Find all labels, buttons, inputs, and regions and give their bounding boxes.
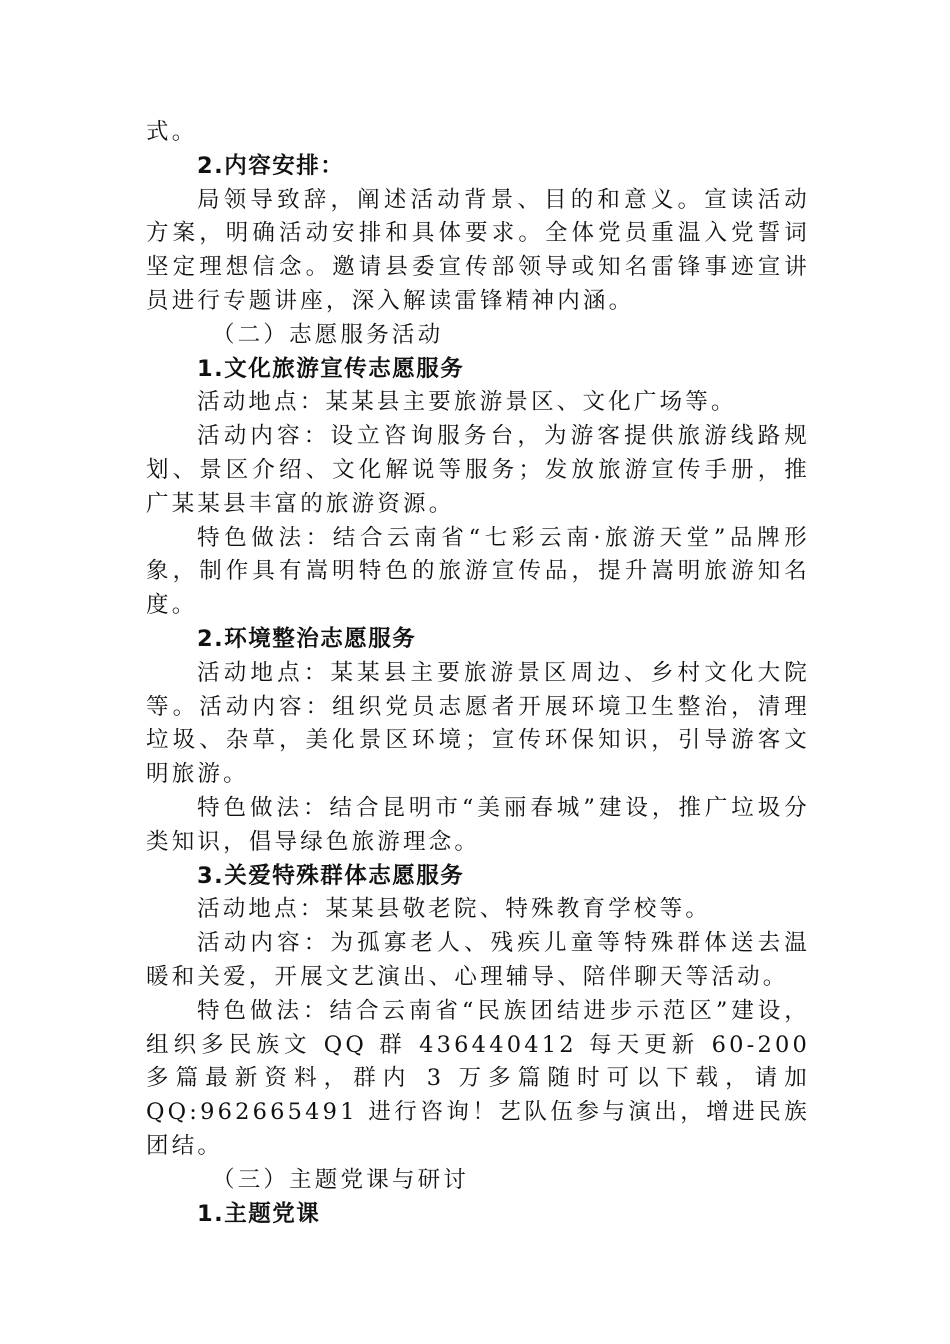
section-volunteer-service: （二）志愿服务活动 (212, 321, 444, 348)
heading-culture-tourism-service: 1.文化旅游宣传志愿服务 (197, 355, 465, 382)
heading-special-groups-service: 3.关爱特殊群体志愿服务 (197, 862, 465, 889)
paragraph-leader-speech: 局领导致辞，阐述活动背景、目的和意义。宣读活动方案，明确活动安排和具体要求。全体党员重温入党誓词坚定理想信念。邀请县委宣传部领导或知名雷锋事迹宣讲员进行专题讲座，深入解读雷锋精神内涵。 (146, 186, 810, 314)
heading-content-arrangement: 2.内容安排： (197, 152, 345, 179)
section-party-lecture: （三）主题党课与研讨 (212, 1166, 470, 1193)
paragraph-feature-3: 特色做法：结合云南省“民族团结进步示范区”建设，组织多民族文 QQ 群 436440412 每天更新 60-200 多篇最新资料，群内 3 万多篇随时可以下载，请加 QQ:962665491 进行咨询！艺队伍参与演出，增进民族团结。 (146, 997, 810, 1159)
paragraph-feature-1: 特色做法：结合云南省“七彩云南·旅游天堂”品牌形象，制作具有嵩明特色的旅游宣传品，提升嵩明旅游知名度。 (146, 524, 810, 619)
heading-environment-service: 2.环境整治志愿服务 (197, 625, 417, 652)
document-body (146, 116, 810, 1231)
paragraph-location-1: 活动地点：某某县主要旅游景区、文化广场等。 (197, 389, 737, 416)
paragraph-location-3: 活动地点：某某县敬老院、特殊教育学校等。 (197, 896, 712, 923)
paragraph-location-content-2: 活动地点：某某县主要旅游景区周边、乡村文化大院等。活动内容：组织党员志愿者开展环境卫生整治，清理垃圾、杂草，美化景区环境；宣传环保知识，引导游客文明旅游。 (146, 659, 810, 788)
paragraph-content-3: 活动内容：为孤寡老人、残疾儿童等特殊群体送去温暖和关爱，开展文艺演出、心理辅导、陪伴聊天等活动。 (146, 930, 810, 990)
paragraph-continuation: 式。 (146, 119, 198, 145)
paragraph-feature-2: 特色做法：结合昆明市“美丽春城”建设，推广垃圾分类知识，倡导绿色旅游理念。 (146, 794, 810, 855)
heading-theme-party-lecture: 1.主题党课 (197, 1200, 321, 1227)
paragraph-content-1: 活动内容：设立咨询服务台，为游客提供旅游线路规划、景区介绍、文化解说等服务；发放旅游宣传手册，推广某某县丰富的旅游资源。 (146, 423, 810, 517)
